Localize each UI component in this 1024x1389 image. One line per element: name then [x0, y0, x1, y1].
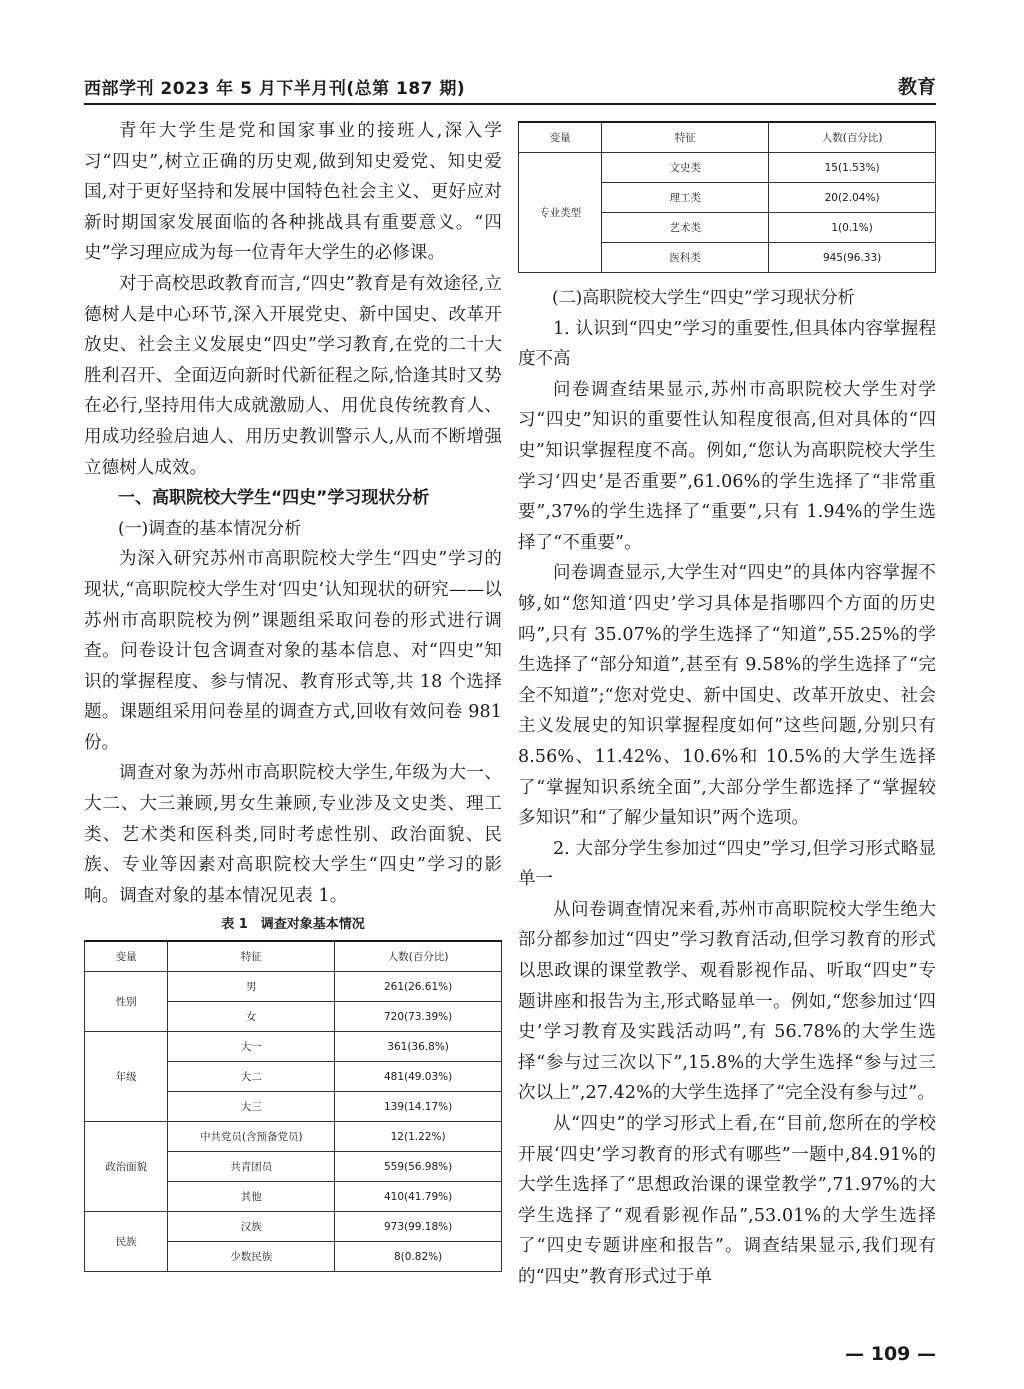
table-row — [85, 1122, 502, 1152]
feature-cell: 中共党员(含预备党员) — [168, 1122, 335, 1152]
table-header-cell: 特征 — [602, 122, 769, 153]
paragraph: 从问卷调查情况来看,苏州市高职院校大学生绝大部分都参加过“四史”学习教育活动,但学习教育的形式以思政课的课堂教学、观看影视作品、听取“四史”专题讲座和报告为主,形式略显单一。例如,“您参加过‘四史’学习教育及实践活动吗”,有 56.78%的大学生选择“参与过三次以下”,15.8%的大学生选择“参与过三次以上”,27.42%的大学生选择了“完全没有参与过”。 — [518, 899, 936, 1104]
feature-cell: 大三 — [168, 1092, 335, 1122]
survey-table — [84, 940, 502, 1272]
table-caption: 表 1 调查对象基本情况 — [221, 917, 365, 933]
paragraph: 为深入研究苏州市高职院校大学生“四史”学习的现状,“高职院校大学生对‘四史’认知现状的研究——以苏州市高职院校为例”课题组采取问卷的形式进行调查。问卷设计包含调查对象的基本信息、对“四史”知识的掌握程度、参与情况、教育形式等,共 18 个选择题。课题组采用问卷星的调查方式,回收有效问卷 981 份。 — [84, 549, 502, 753]
count-cell: 410(41.79%) — [335, 1182, 502, 1212]
count-cell: 261(26.61%) — [335, 972, 502, 1002]
variable-cell: 专业类型 — [519, 153, 602, 273]
paragraph: 对于高校思政教育而言,“四史”教育是有效途径,立德树人是中心环节,深入开展党史、新中国史、改革开放史、社会主义发展史“四史”学习教育,在党的二十大胜利召开、全面迈向新时代新征程之际,恰逢其时又势在必行,坚持用伟大成就激励人、用优良传统教育人、用成功经验启迪人、用历史教训警示人,从而不断增强立德树人成效。 — [84, 273, 502, 478]
paragraph: 调查对象为苏州市高职院校大学生,年级为大一、大二、大三兼顾,男女生兼顾,专业涉及文史类、理工类、艺术类和医科类,同时考虑性别、政治面貌、民族、专业等因素对高职院校大学生“四史”学习的影响。调查对象的基本情况见表 1。 — [84, 763, 502, 906]
variable-cell: 民族 — [85, 1212, 168, 1272]
table-header-cell: 特征 — [168, 941, 335, 972]
survey-table-continued — [518, 121, 936, 273]
paragraph: 问卷调查结果显示,苏州市高职院校大学生对学习“四史”知识的重要性认知程度很高,但对具体的“四史”知识掌握程度不高。例如,“您认为高职院校大学生学习‘四史’是否重要”,61.06%的学生选择了“非常重要”,37%的学生选择了“重要”,只有 1.94%的学生选择了“不重要”。 — [518, 379, 936, 553]
feature-cell: 艺术类 — [602, 213, 769, 243]
count-cell: 1(0.1%) — [769, 213, 936, 243]
variable-cell: 性别 — [85, 972, 168, 1032]
paragraph: 青年大学生是党和国家事业的接班人,深入学习“四史”,树立正确的历史观,做到知史爱党、知史爱国,对于更好坚持和发展中国特色社会主义、更好应对新时期国家发展面临的各种挑战具有重要意义。“四史”学习理应成为每一位青年大学生的必修课。 — [84, 121, 502, 264]
paragraph: 从“四史”的学习形式上看,在“目前,您所在的学校开展‘四史’学习教育的形式有哪些”一题中,84.91%的大学生选择了“思想政治课的课堂教学”,71.97%的大学生选择了“观看影视作品”,53.01%的大学生选择了“四史专题讲座和报告”。调查结果显示,我们现有的“四史”教育形式过于单 — [518, 1114, 936, 1287]
feature-cell: 共青团员 — [168, 1152, 335, 1182]
table-header-cell: 变量 — [519, 122, 602, 153]
count-cell: 12(1.22%) — [335, 1122, 502, 1152]
feature-cell: 其他 — [168, 1182, 335, 1212]
left-column — [84, 116, 502, 1272]
subsection-heading: (一)调查的基本情况分析 — [118, 518, 302, 539]
table-row — [519, 153, 936, 183]
point-heading: 2. 大部分学生参加过“四史”学习,但学习形式略显单一 — [518, 838, 936, 890]
feature-cell: 汉族 — [168, 1212, 335, 1242]
table-row — [85, 972, 502, 1002]
running-header — [84, 70, 936, 100]
table-header-cell: 变量 — [85, 941, 168, 972]
count-cell: 20(2.04%) — [769, 183, 936, 213]
section-heading: 一、高职院校大学生“四史”学习现状分析 — [118, 488, 430, 509]
feature-cell: 女 — [168, 1002, 335, 1032]
count-cell: 945(96.33) — [769, 243, 936, 273]
variable-cell: 政治面貌 — [85, 1122, 168, 1212]
feature-cell: 男 — [168, 972, 335, 1002]
feature-cell: 大一 — [168, 1032, 335, 1062]
header-rule — [84, 103, 936, 105]
count-cell: 139(14.17%) — [335, 1092, 502, 1122]
paragraph: 问卷调查显示,大学生对“四史”的具体内容掌握不够,如“您知道‘四史’学习具体是指哪四个方面的历史吗”,只有 35.07%的学生选择了“知道”,55.25%的学生选择了“部分知道”,甚至有 9.58%的学生选择了“完全不知道”;“您对党史、新中国史、改革开放史、社会主义发展史的知识掌握程度如何”这些问题,分别只有 8.56%、11.42%、10.6%和 10.5%的大学生选择了“掌握知识系统全面”,大部分学生都选择了“掌握较多知识”和“了解少量知识”两个选项。 — [518, 563, 936, 829]
feature-cell: 医科类 — [602, 243, 769, 273]
feature-cell: 文史类 — [602, 153, 769, 183]
count-cell: 361(36.8%) — [335, 1032, 502, 1062]
table-header-cell: 人数(百分比) — [335, 941, 502, 972]
count-cell: 973(99.18%) — [335, 1212, 502, 1242]
page-number: — 109 — — [845, 1343, 936, 1365]
variable-cell: 年级 — [85, 1032, 168, 1122]
journal-title: 西部学刊 2023 年 5 月下半月刊(总第 187 期) — [84, 79, 466, 99]
table-row — [85, 1032, 502, 1062]
count-cell: 559(56.98%) — [335, 1152, 502, 1182]
right-column — [518, 121, 936, 1293]
feature-cell: 少数民族 — [168, 1242, 335, 1272]
count-cell: 720(73.39%) — [335, 1002, 502, 1032]
subsection-heading: (二)高职院校大学生“四史”学习现状分析 — [552, 288, 855, 308]
feature-cell: 大二 — [168, 1062, 335, 1092]
count-cell: 8(0.82%) — [335, 1242, 502, 1272]
table-row — [85, 1212, 502, 1242]
count-cell: 481(49.03%) — [335, 1062, 502, 1092]
count-cell: 15(1.53%) — [769, 153, 936, 183]
point-heading: 1. 认识到“四史”学习的重要性,但具体内容掌握程度不高 — [518, 318, 936, 370]
feature-cell: 理工类 — [602, 183, 769, 213]
table-header-cell: 人数(百分比) — [769, 122, 936, 153]
section-label: 教育 — [897, 76, 936, 98]
